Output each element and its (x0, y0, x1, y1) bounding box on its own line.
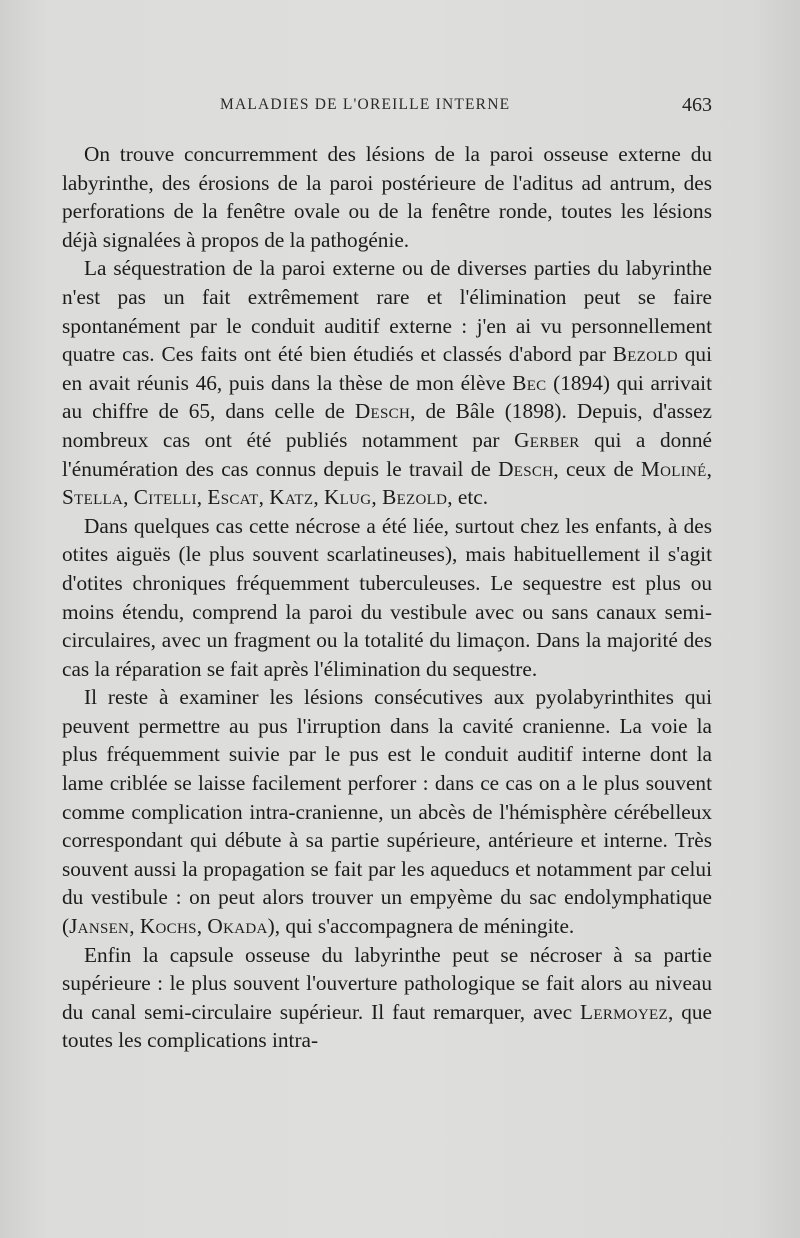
author-name: Moliné (640, 456, 707, 481)
body-text (62, 140, 712, 1055)
text-segment: , (129, 914, 140, 939)
text-segment: , (258, 485, 270, 510)
author-name: Katz (269, 485, 314, 510)
author-name: Kochs (139, 914, 197, 939)
author-name: Desch (354, 399, 411, 424)
text-segment: Il reste à examiner les lésions consécutives aux pyolabyrinthites qui peuvent permettre au pus l'irruption dans la cavité cranienne. La voie la plus fréquemment suivie par le pus est le conduit auditif interne dont la lame criblée se laisse facilement perforer : dans ce cas on a le plus souvent comme complication intra-cranienne, un abcès de l'hémisphère cérébelleux correspondant qui débute à sa partie supérieure, antérieure et interne. Très souvent aussi la propagation se fait par les aqueducs et notamment par celui du vestibule : on peut alors trouver un empyème du sac endolymphatique ( (62, 685, 712, 939)
page-header (62, 96, 712, 122)
author-name: Klug (324, 485, 372, 510)
author-name: Escat (207, 485, 259, 510)
paragraph-2 (62, 254, 712, 511)
paragraph-5 (62, 941, 712, 1055)
author-name: Lermoyez (580, 999, 668, 1024)
author-name: Bezold (612, 342, 678, 367)
text-segment: , ceux de (553, 456, 641, 481)
author-name: Stella (62, 485, 124, 510)
author-name: Jansen (69, 914, 130, 939)
text-segment: (1894) qui arrivait au chiffre de 65, dans celle de (62, 370, 713, 424)
text-segment: ), qui s'accompagnera de méningite. (267, 914, 575, 939)
text-segment: , (706, 456, 712, 481)
text-segment: Dans quelques cas cette nécrose a été liée, surtout chez les enfants, à des otites aiguës (le plus souvent scarlatineuses), mais habituellement il s'agit d'otites chroniques fréquemment tuberculeuses. Le sequestre est plus ou moins étendu, comprend la paroi du vestibule avec ou sans canaux semi-circulaires, avec un fragment ou la totalité du limaçon. Dans la majorité des cas la réparation se fait après l'élimination du sequestre. (62, 513, 712, 681)
author-name: Okada (207, 914, 268, 939)
author-name: Bezold (382, 485, 448, 510)
text-segment: On trouve concurremment des lésions de la paroi osseuse externe du labyrinthe, des érosions de la paroi postérieure de l'aditus ad antrum, des perforations de la fenêtre ovale ou de la fenêtre ronde, toutes les lésions déjà signalées à propos de la pathogénie. (62, 142, 712, 252)
author-name: Bec (512, 370, 547, 395)
author-name: Desch (498, 456, 554, 481)
author-name: Gerber (514, 427, 580, 452)
text-segment: , (123, 485, 134, 510)
text-segment: , (371, 485, 383, 510)
page-number: 463 (682, 94, 712, 116)
text-segment: , que toutes les complications intra- (62, 999, 712, 1053)
text-segment: qui a donné l'énumération des cas connus depuis le travail de (62, 427, 712, 481)
running-head: MALADIES DE L'OREILLE INTERNE (220, 96, 511, 113)
text-segment: , (313, 485, 324, 510)
text-segment: qui en avait réunis 46, puis dans la thèse de mon élève (62, 342, 712, 395)
text-segment: , (196, 485, 208, 510)
paragraph-3 (62, 512, 712, 684)
text-segment: , de Bâle (1898). Depuis, d'assez nombreux cas ont été publiés notamment par (62, 399, 712, 452)
text-segment: , (196, 914, 208, 939)
text-segment: Enfin la capsule osseuse du labyrinthe peut se nécroser à sa partie supérieure : le plus souvent l'ouverture pathologique se fait alors au niveau du canal semi-circulaire supérieur. Il faut remarquer, avec (62, 942, 712, 1024)
text-segment: La séquestration de la paroi externe ou de diverses parties du labyrinthe n'est pas un fait extrêmement rare et l'élimination peut se faire spontanément par le conduit auditif externe : j'en ai vu personnellement quatre cas. Ces faits ont été bien étudiés et classés d'abord par (62, 256, 712, 367)
paragraph-1 (62, 140, 712, 254)
text-segment: , etc. (447, 485, 489, 510)
author-name: Citelli (133, 485, 197, 510)
paragraph-4 (62, 683, 712, 940)
